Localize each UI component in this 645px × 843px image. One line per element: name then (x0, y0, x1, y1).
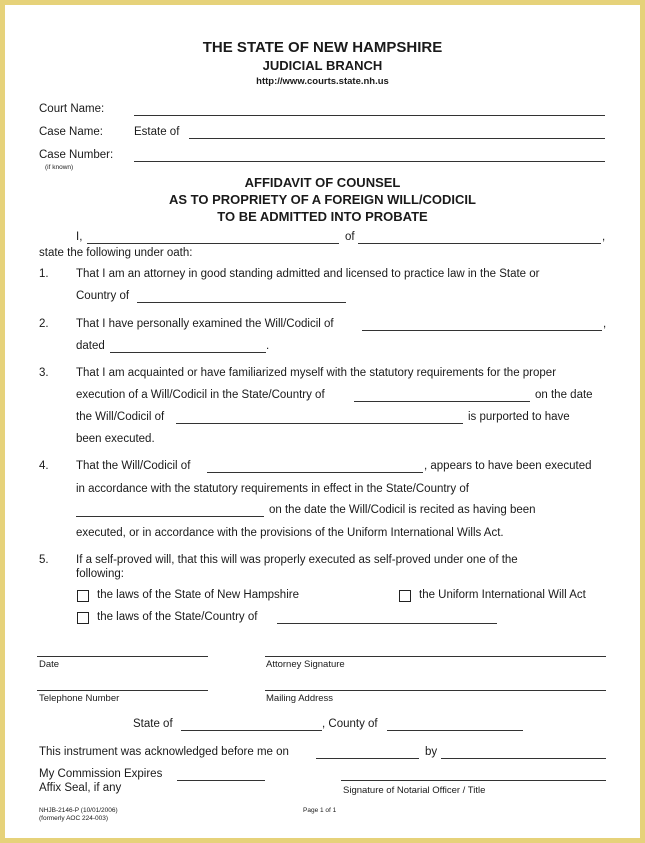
estate-name-line[interactable] (189, 138, 605, 139)
mailing-address-line[interactable] (265, 690, 606, 691)
affiant-address-line[interactable] (358, 243, 601, 244)
form-formerly: (formerly AOC 224-003) (39, 815, 108, 822)
title-line-2: AS TO PROPRIETY OF A FOREIGN WILL/CODICIL (169, 192, 476, 207)
if-known-note: (if known) (45, 164, 74, 171)
item-3-execution-label: execution of a Will/Codicil in the State/Country of (76, 389, 325, 401)
county-of-line[interactable] (387, 730, 523, 731)
item-3-testator-line[interactable] (176, 423, 463, 424)
other-state-line[interactable] (277, 623, 497, 624)
item-3-on-date-label: on the date (535, 389, 593, 401)
case-name-label: Case Name: (39, 126, 103, 138)
commission-line[interactable] (177, 780, 265, 781)
item-5-number: 5. (39, 554, 49, 566)
item-3-number: 3. (39, 367, 49, 379)
item-2-testator-line[interactable] (362, 330, 602, 331)
telephone-line[interactable] (37, 690, 208, 691)
branch-heading: JUDICIAL BRANCH (262, 58, 383, 73)
acknowledged-label: This instrument was acknowledged before me on (39, 746, 289, 758)
option-international-will-label: the Uniform International Will Act (419, 589, 586, 601)
mailing-address-label: Mailing Address (266, 693, 334, 704)
item-3-text: That I am acquainted or have familiarized myself with the statutory requirements for the proper (76, 367, 557, 379)
commission-label: My Commission Expires (39, 768, 163, 780)
item-1-number: 1. (39, 268, 49, 280)
item-3-will-label: the Will/Codicil of (76, 411, 165, 423)
item-4-state-line[interactable] (76, 516, 264, 517)
item-4-number: 4. (39, 460, 49, 472)
item-5-text: If a self-proved will, that this will was properly executed as self-proved under one of the (76, 554, 518, 566)
item-2-period: . (266, 340, 270, 352)
item-4-appears-label: , appears to have been executed (424, 460, 592, 472)
estate-of-label: Estate of (134, 126, 180, 138)
item-2-number: 2. (39, 318, 49, 330)
title-line-3: TO BE ADMITTED INTO PROBATE (217, 209, 428, 224)
item-4-will-label: That the Will/Codicil of (76, 460, 191, 472)
intro-comma: , (602, 231, 606, 243)
title-line-1: AFFIDAVIT OF COUNSEL (244, 175, 401, 190)
page-number: Page 1 of 1 (303, 807, 337, 814)
court-name-label: Court Name: (39, 103, 105, 115)
affix-seal-label: Affix Seal, if any (39, 782, 122, 794)
item-1-country-line[interactable] (137, 302, 346, 303)
case-number-label: Case Number: (39, 149, 114, 161)
checkbox-new-hampshire[interactable] (77, 590, 89, 602)
attorney-signature-label: Attorney Signature (266, 659, 345, 670)
item-2-dated-label: dated (76, 340, 105, 352)
date-label: Date (39, 659, 60, 670)
intro-i: I, (76, 231, 83, 243)
telephone-label: Telephone Number (39, 693, 120, 704)
item-3-state-line[interactable] (354, 401, 530, 402)
item-2-text: That I have personally examined the Will/Codicil of (76, 318, 334, 330)
item-4-wills-act-label: executed, or in accordance with the provisions of the Uniform International Wills Act. (76, 527, 504, 539)
item-3-executed-label: been executed. (76, 433, 155, 445)
case-number-line[interactable] (134, 161, 605, 162)
acknowledged-by-line[interactable] (441, 758, 606, 759)
item-2-date-line[interactable] (110, 352, 266, 353)
state-heading: THE STATE OF NEW HAMPSHIRE (202, 39, 443, 56)
item-3-purported-label: is purported to have (468, 411, 570, 423)
item-4-recited-label: on the date the Will/Codicil is recited as having been (269, 504, 536, 516)
item-1-country-label: Country of (76, 290, 130, 302)
by-label: by (425, 746, 438, 758)
county-of-label: , County of (322, 718, 378, 730)
court-name-line[interactable] (134, 115, 605, 116)
item-2-comma: , (603, 318, 607, 330)
affiant-name-line[interactable] (87, 243, 339, 244)
item-4-testator-line[interactable] (207, 472, 423, 473)
option-new-hampshire-label: the laws of the State of New Hampshire (97, 589, 299, 601)
notary-signature-label: Signature of Notarial Officer / Title (343, 785, 486, 796)
state-of-label: State of (133, 718, 173, 730)
intro-of: of (345, 231, 355, 243)
intro-oath: state the following under oath: (39, 247, 193, 259)
attorney-signature-line[interactable] (265, 656, 606, 657)
checkbox-other-state[interactable] (77, 612, 89, 624)
date-line[interactable] (37, 656, 208, 657)
acknowledged-date-line[interactable] (316, 758, 419, 759)
court-url: http://www.courts.state.nh.us (256, 76, 389, 87)
state-of-line[interactable] (181, 730, 322, 731)
option-other-state-label: the laws of the State/Country of (97, 611, 258, 623)
item-5-following: following: (76, 568, 124, 580)
item-4-accordance-label: in accordance with the statutory requirements in effect in the State/Country of (76, 483, 469, 495)
checkbox-international-will[interactable] (399, 590, 411, 602)
form-id: NHJB-2146-P (10/01/2006) (39, 807, 118, 814)
notary-signature-line[interactable] (341, 780, 606, 781)
item-1-text: That I am an attorney in good standing admitted and licensed to practice law in the State or (76, 268, 540, 280)
